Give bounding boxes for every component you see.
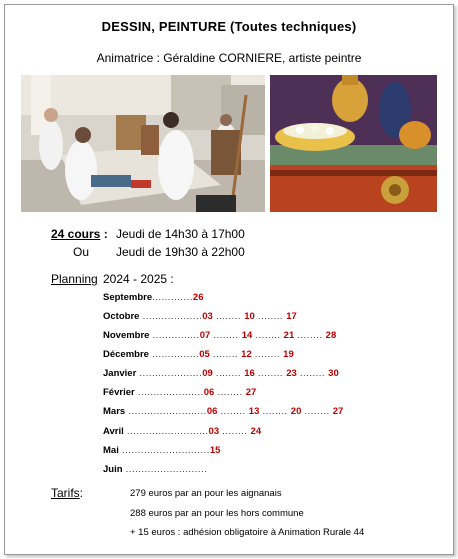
course-date: 10 bbox=[244, 311, 255, 322]
course-date: 03 bbox=[202, 311, 213, 322]
date-separator: ........ bbox=[251, 349, 284, 360]
month-dots: ............. bbox=[152, 292, 193, 303]
date-separator: ........ bbox=[210, 330, 242, 341]
month-dots: .......................... bbox=[122, 464, 208, 475]
course-date: 21 bbox=[283, 330, 295, 341]
month-name: Décembre bbox=[103, 349, 149, 360]
schedule-row-1 bbox=[51, 227, 431, 243]
course-date: 14 bbox=[241, 330, 253, 341]
month-name: Juin bbox=[103, 464, 123, 475]
month-name: Janvier bbox=[103, 368, 137, 379]
tarifs-label-text: Tarifs bbox=[51, 486, 80, 500]
course-date: 27 bbox=[245, 387, 257, 398]
course-date: 19 bbox=[283, 349, 294, 360]
month-name: Octobre bbox=[103, 311, 140, 322]
month-dots: ......................... bbox=[125, 406, 207, 417]
course-date: 05 bbox=[199, 349, 210, 360]
date-separator: ........ bbox=[301, 406, 333, 417]
date-separator: ........ bbox=[212, 311, 245, 322]
date-separator: ........ bbox=[254, 368, 287, 379]
course-date: 17 bbox=[286, 311, 297, 322]
date-separator: ........ bbox=[259, 406, 291, 417]
month-name: Mars bbox=[103, 406, 126, 417]
page-title: DESSIN, PEINTURE (Toutes techniques) bbox=[101, 19, 357, 34]
course-date: 20 bbox=[290, 406, 302, 417]
course-date: 07 bbox=[199, 330, 211, 341]
month-row bbox=[103, 387, 256, 401]
schedule-value-2: Jeudi de 19h30 à 22h00 bbox=[116, 245, 245, 259]
month-dots: ............... bbox=[148, 349, 200, 360]
course-date: 24 bbox=[250, 426, 262, 437]
planning-year: 2024 - 2025 : bbox=[103, 272, 174, 286]
month-name: Février bbox=[103, 387, 135, 398]
tarif-line-3: + 15 euros : adhésion obligatoire à Animation Rurale 44 bbox=[130, 527, 365, 538]
schedule-label-1: 24 cours bbox=[51, 227, 101, 241]
course-date: 27 bbox=[332, 406, 344, 417]
schedule-sep-1: : bbox=[100, 227, 108, 241]
month-name: Novembre bbox=[103, 330, 150, 341]
course-date: 06 bbox=[203, 387, 215, 398]
course-date: 06 bbox=[206, 406, 218, 417]
month-dots: .................... bbox=[136, 368, 203, 379]
course-date: 23 bbox=[286, 368, 297, 379]
month-row bbox=[103, 330, 336, 344]
month-dots: .......................... bbox=[123, 426, 209, 437]
month-dots: ..................... bbox=[134, 387, 204, 398]
month-row bbox=[103, 292, 204, 306]
tarifs-sep: : bbox=[79, 486, 84, 500]
month-dots: ............................ bbox=[118, 445, 210, 456]
date-separator: ........ bbox=[294, 330, 326, 341]
month-row bbox=[103, 426, 261, 440]
painting-photo bbox=[270, 75, 437, 212]
month-row bbox=[103, 445, 220, 459]
month-dots: ............... bbox=[149, 330, 200, 341]
planning-label: Planning bbox=[51, 272, 98, 286]
course-date: 16 bbox=[244, 368, 255, 379]
date-separator: ........ bbox=[219, 426, 251, 437]
month-row bbox=[103, 406, 343, 420]
schedule-value-1: Jeudi de 14h30 à 17h00 bbox=[116, 227, 245, 241]
page-subtitle: Animatrice : Géraldine CORNIERE, artiste peintre bbox=[96, 51, 362, 65]
schedule-label-2: Ou bbox=[73, 245, 90, 259]
month-row bbox=[103, 368, 339, 382]
month-name: Septembre bbox=[103, 292, 153, 303]
date-separator: ........ bbox=[214, 387, 246, 398]
month-name: Avril bbox=[103, 426, 124, 437]
date-separator: ........ bbox=[212, 368, 245, 379]
course-date: 26 bbox=[192, 292, 204, 303]
date-separator: ........ bbox=[254, 311, 287, 322]
course-date: 28 bbox=[325, 330, 337, 341]
tarif-line-1: 279 euros par an pour les aignanais bbox=[130, 488, 282, 499]
schedule-row-2 bbox=[73, 245, 433, 261]
date-separator: ........ bbox=[209, 349, 242, 360]
course-date: 30 bbox=[328, 368, 339, 379]
class-photo bbox=[21, 75, 265, 212]
date-separator: ........ bbox=[296, 368, 329, 379]
month-row bbox=[103, 311, 297, 325]
month-row bbox=[103, 464, 207, 478]
course-date: 03 bbox=[208, 426, 220, 437]
month-dots: ................... bbox=[139, 311, 203, 322]
date-separator: ........ bbox=[217, 406, 249, 417]
date-separator: ........ bbox=[252, 330, 284, 341]
month-name: Mai bbox=[103, 445, 119, 456]
course-date: 09 bbox=[202, 368, 213, 379]
course-date: 15 bbox=[209, 445, 221, 456]
course-date: 12 bbox=[241, 349, 252, 360]
tarifs-label bbox=[51, 486, 83, 500]
tarif-line-2: 288 euros par an pour les hors commune bbox=[130, 508, 304, 519]
month-row bbox=[103, 349, 294, 363]
course-date: 13 bbox=[248, 406, 260, 417]
